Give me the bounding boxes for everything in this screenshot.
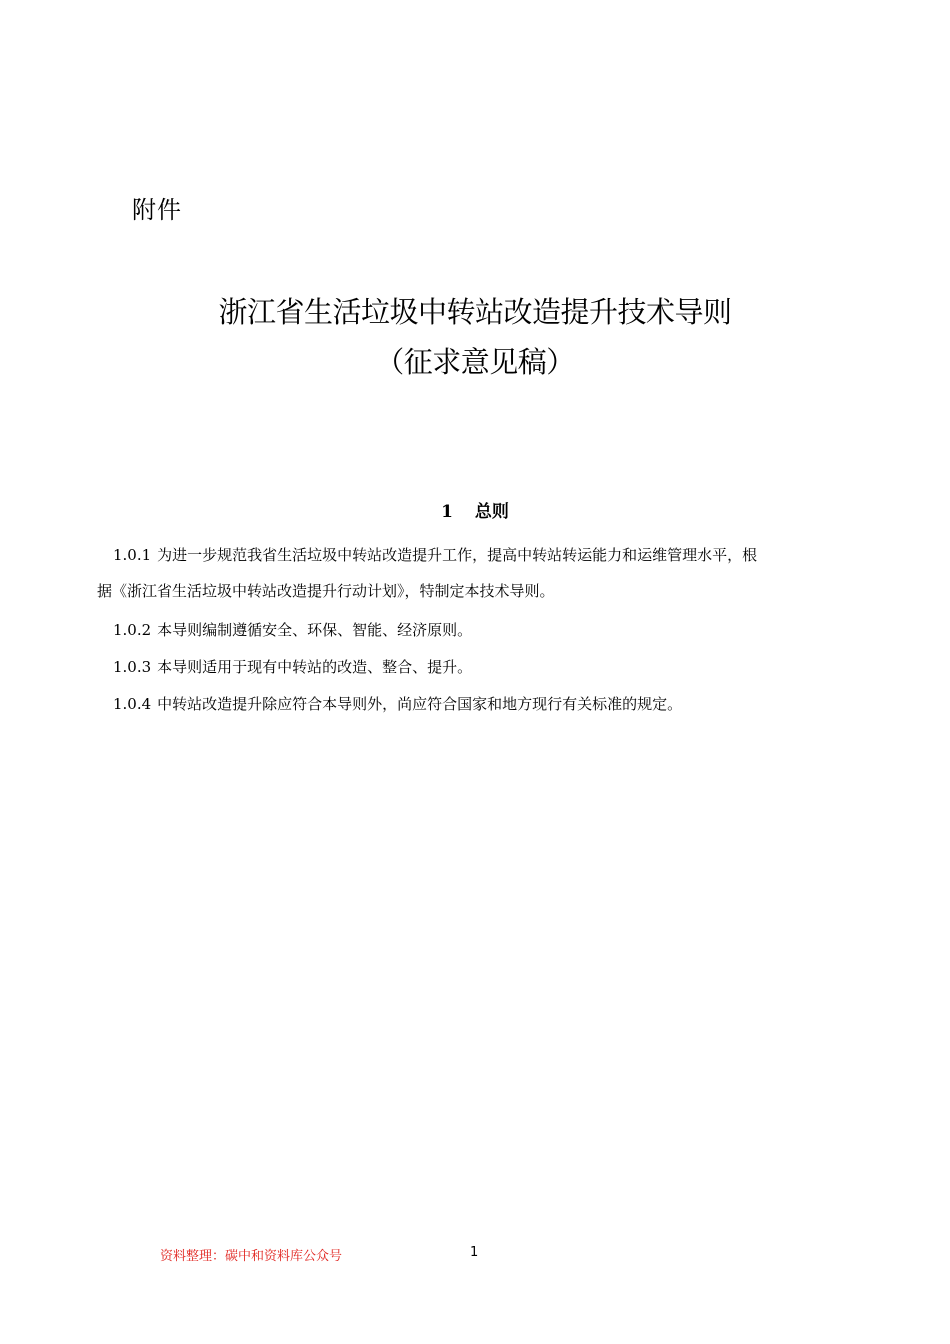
clause-number: 1.0.2 (113, 621, 152, 639)
clause-text: 中转站改造提升除应符合本导则外，尚应符合国家和地方现行有关标准的规定。 (157, 695, 683, 713)
section-heading (0, 497, 950, 522)
clause-number: 1.0.1 (113, 546, 152, 564)
footer-source: 资料整理：碳中和资料库公众号 (160, 1249, 343, 1264)
clause-text: 本导则编制遵循安全、环保、智能、经济原则。 (157, 621, 473, 639)
clause-1-0-4 (113, 686, 682, 722)
page-number: 1 (470, 1245, 479, 1260)
clause-1-0-2 (113, 612, 472, 648)
section-name: 总则 (474, 502, 509, 522)
document-title: 浙江省生活垃圾中转站改造提升技术导则 (218, 295, 732, 329)
clause-number: 1.0.4 (113, 695, 152, 713)
clause-1-0-1-continued: 据《浙江省生活垃圾中转站改造提升行动计划》，特制定本技术导则。 (97, 582, 555, 600)
clause-text: 本导则适用于现有中转站的改造、整合、提升。 (157, 658, 473, 676)
clause-text: 为进一步规范我省生活垃圾中转站改造提升工作，提高中转站转运能力和运维管理水平，根 (157, 546, 758, 564)
clause-1-0-3 (113, 649, 472, 685)
clause-number: 1.0.3 (113, 658, 152, 676)
clause-1-0-1 (113, 537, 757, 573)
document-subtitle: （征求意见稿） (375, 345, 575, 379)
attachment-label: 附件 (132, 196, 182, 224)
section-number: 1 (441, 502, 453, 522)
